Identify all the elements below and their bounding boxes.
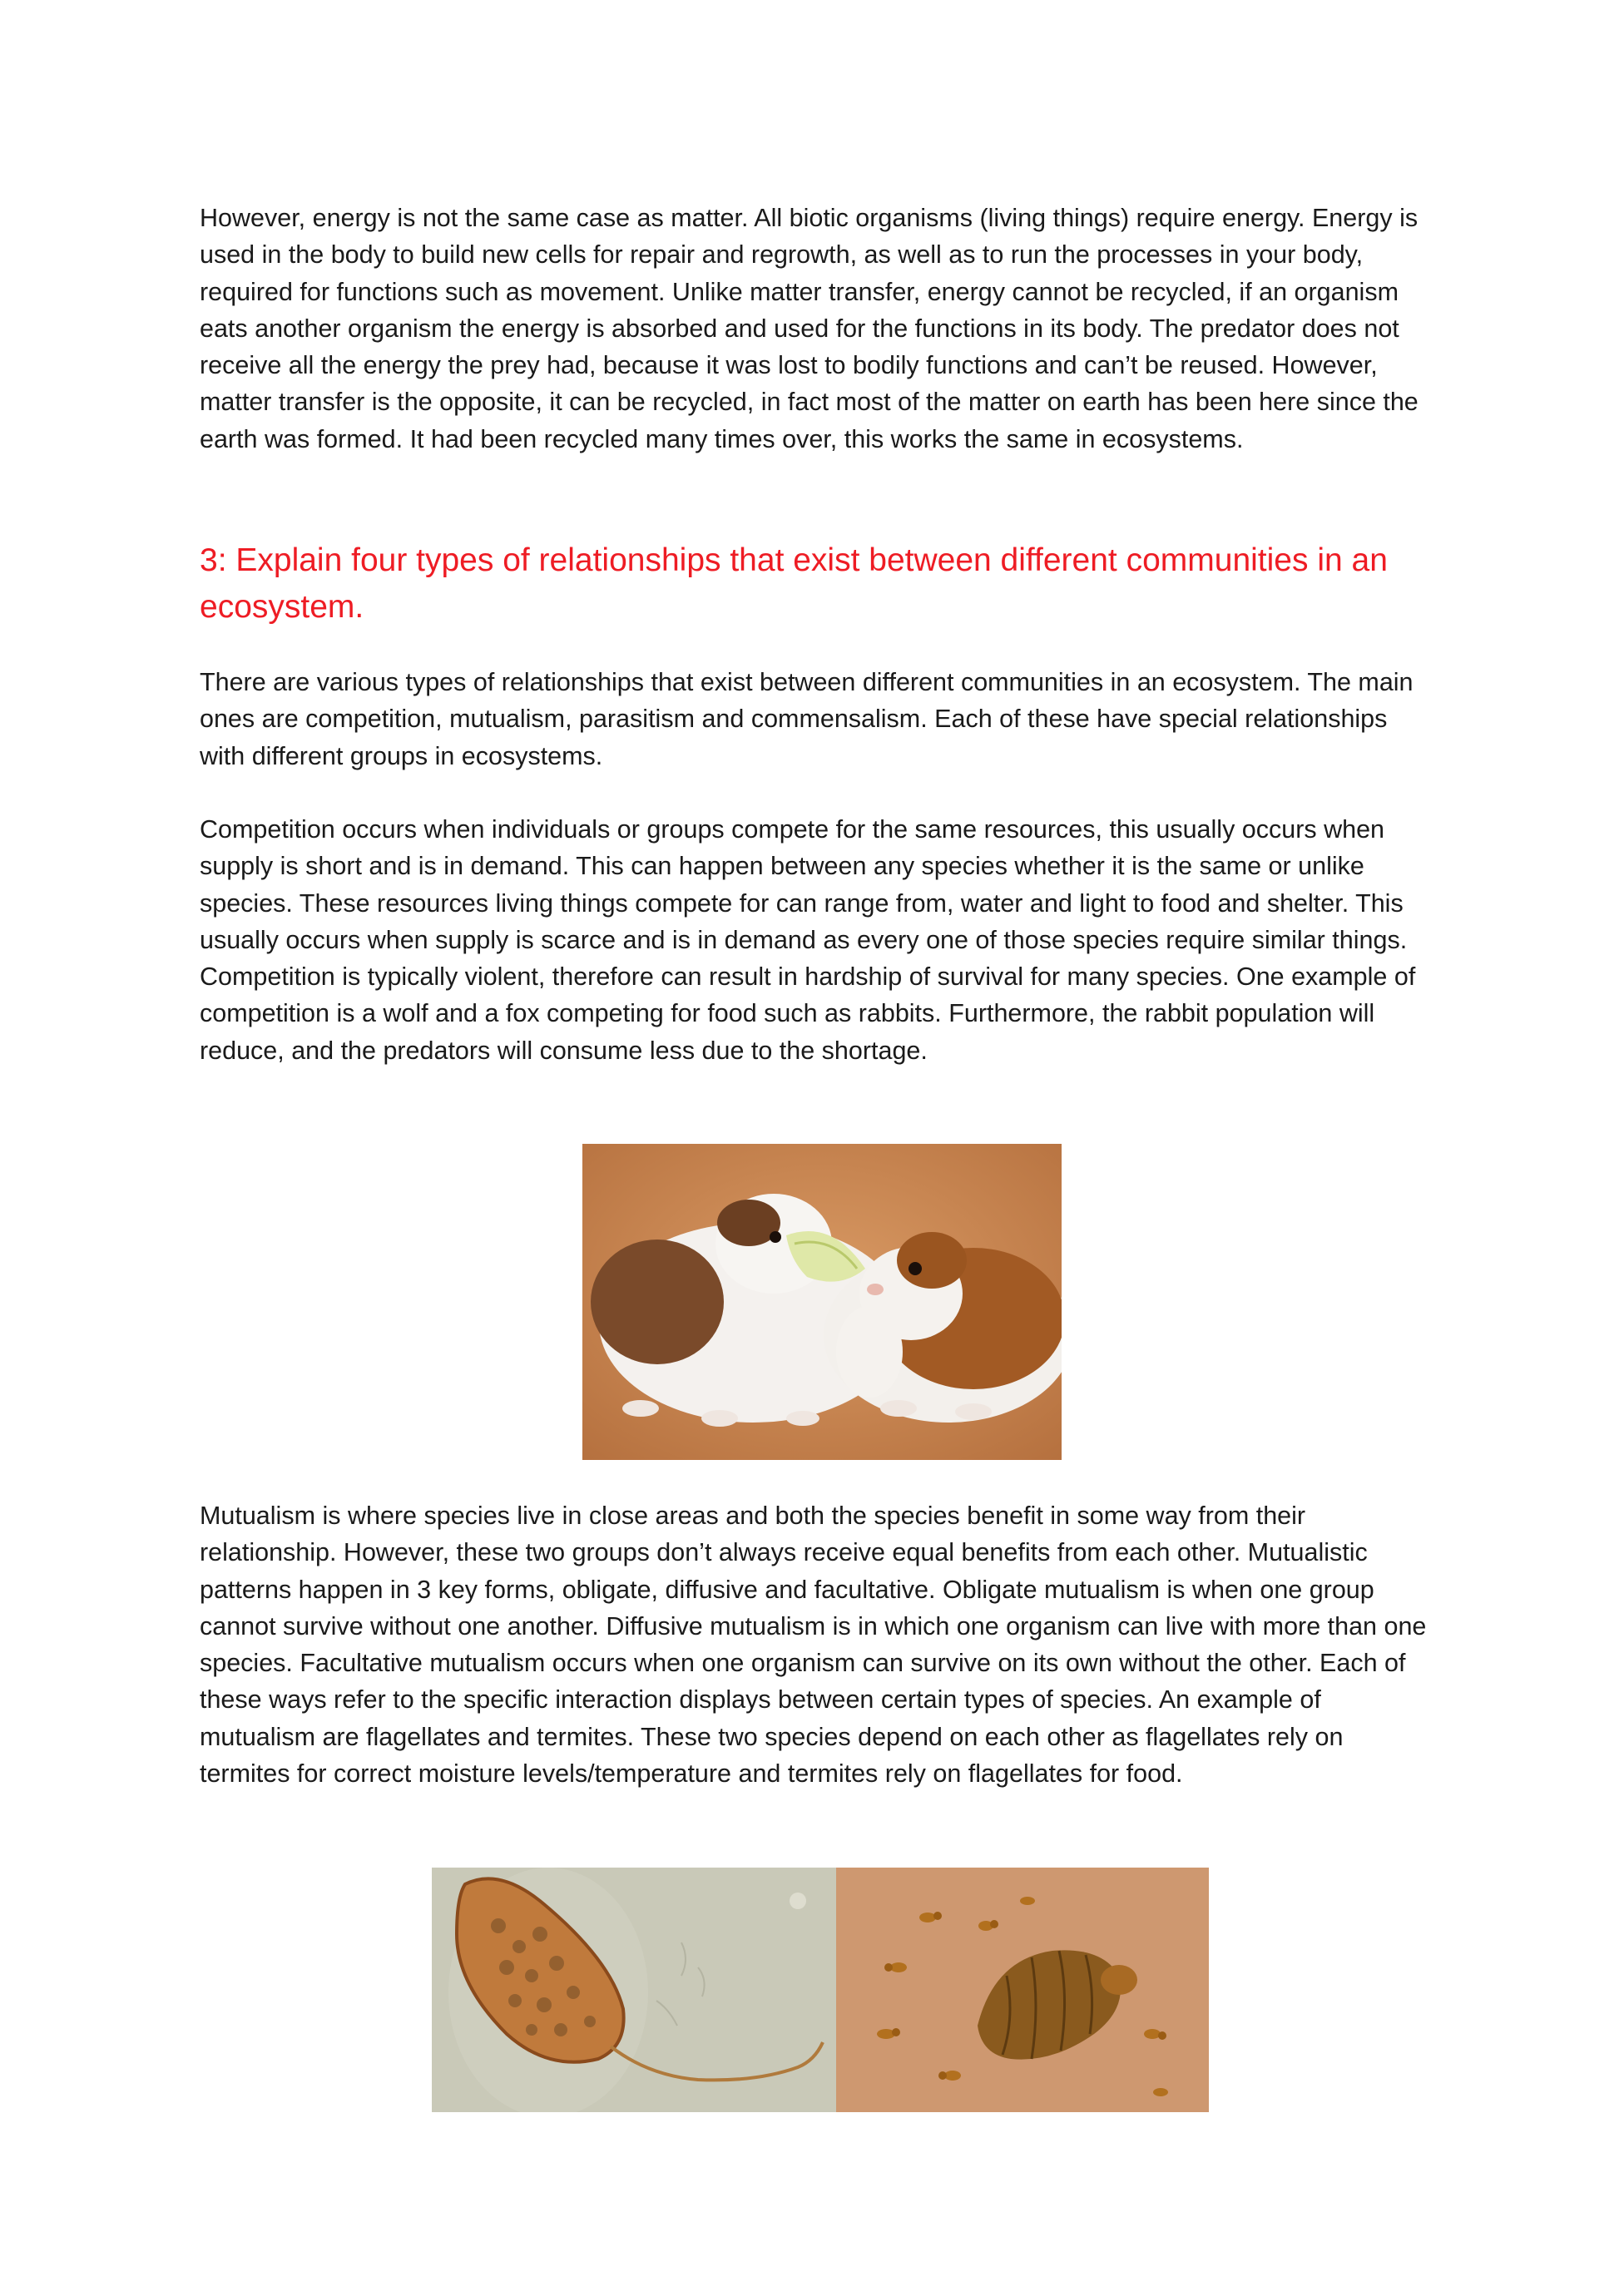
flagellate-micrograph [432, 1868, 836, 2112]
relationships-intro-paragraph: There are various types of relationships that exist between different communities in an ecosystem. The main ones are competition, mutualism, parasitism and commensalism. Each of these have special relationships with different groups in ecosystems. [200, 668, 1414, 770]
mutualism-paragraph: Mutualism is where species live in close areas and both the species benefit in some way from their relationship. However, these two groups don’t always receive equal benefits from each other. Mutualistic patterns happen in 3 key forms, obligate, diffusive and facultative. Obligate mutualism is when one group cannot survive without one another. Diffusive mutualism is in which one organism can live with more than one species. Facultative mutualism occurs when one organism can survive on its own without the other. Each of these ways refer to the specific interaction displays between certain types of species. An example of mutualism are flagellates and termites. These two species depend on each other as flagellates rely on termites for correct moisture levels/temperature and termites rely on flagellates for food. [200, 1502, 1427, 1789]
question-3-heading: 3: Explain four types of relationships that exist between different communities in an ecosystem. [200, 542, 1388, 625]
energy-paragraph: However, energy is not the same case as matter. All biotic organisms (living things) require energy. Energy is used in the body to build new cells for repair and regrowth, as well as to run the processes in your body, required for functions such as movement. Unlike matter transfer, energy cannot be recycled, if an organism eats another organism the energy is absorbed and used for the functions in its body. The predator does not receive all the energy the prey had, because it was lost to bodily functions and can’t be reused. However, matter transfer is the opposite, it can be recycled, in fact most of the matter on earth has been here since the earth was formed. It had been recycled many times over, this works the same in ecosystems. [200, 204, 1419, 453]
termites-photo [836, 1868, 1209, 2112]
guinea-pigs-photo [582, 1144, 1062, 1460]
competition-paragraph: Competition occurs when individuals or groups compete for the same resources, this usually occurs when supply is short and is in demand. This can happen between any species whether it is the same or unlike species. These resources living things compete for can range from, water and light to food and shelter. This usually occurs when supply is scarce and is in demand as every one of those species require similar things. Competition is typically violent, therefore can result in hardship of survival for many species. One example of competition is a wolf and a fox competing for food such as rabbits. Furthermore, the rabbit population will reduce, and the predators will consume less due to the shortage. [200, 815, 1416, 1065]
